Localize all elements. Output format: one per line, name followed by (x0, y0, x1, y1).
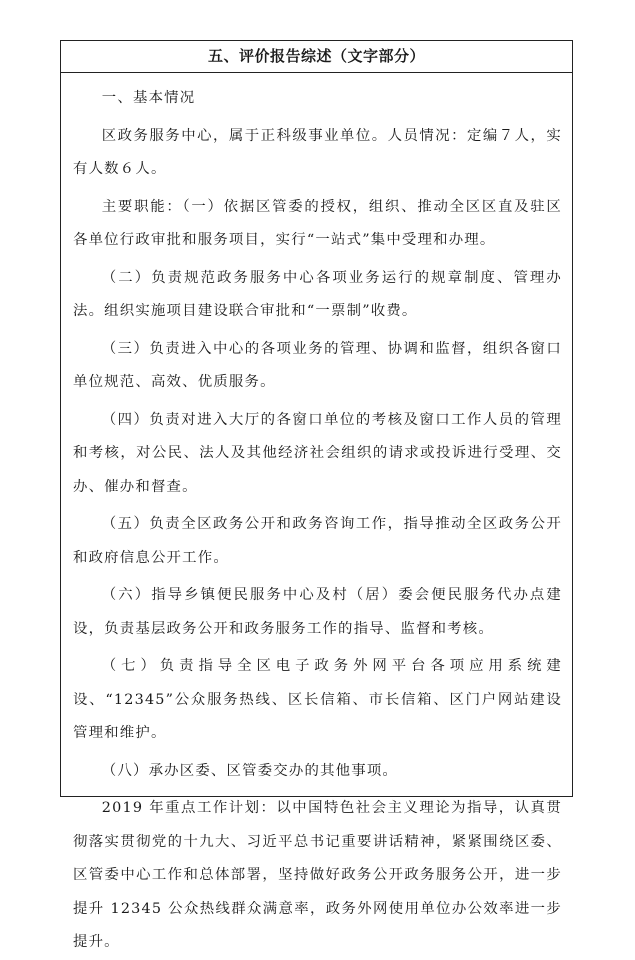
paragraph-duty-2: （二）负责规范政务服务中心各项业务运行的规章制度、管理办法。组织实施项目建设联合审批和“一票制”收费。 (73, 269, 562, 319)
paragraph-duty-1: 主要职能：（一）依据区管委的授权，组织、推动全区区直及驻区各单位行政审批和服务项目，实行“一站式”集中受理和办理。 (73, 198, 562, 248)
section-title: 五、评价报告综述（文字部分） (61, 41, 572, 73)
paragraph-duty-7: （七）负责指导全区电子政务外网平台各项应用系统建设、“12345”公众服务热线、区长信箱、市长信箱、区门户网站建设管理和维护。 (73, 658, 562, 741)
heading-basic-info: 一、基本情况 (101, 90, 196, 106)
paragraph-staffing: 区政务服务中心，属于正科级事业单位。人员情况：定编７人，实有人数６人。 (73, 127, 562, 177)
paragraph-duty-4: （四）负责对进入大厅的各窗口单位的考核及窗口工作人员的管理和考核，对公民、法人及其他经济社会组织的请求或投诉进行受理、交办、催办和督查。 (73, 411, 562, 495)
report-frame (60, 40, 573, 950)
paragraph-duty-8: （八）承办区委、区管委交办的其他事项。 (101, 762, 399, 779)
paragraph-duty-3: （三）负责进入中心的各项业务的管理、协调和监督，组织各窗口单位规范、高效、优质服务。 (73, 340, 562, 390)
paragraph-duty-5: （五）负责全区政务公开和政务咨询工作，指导推动全区政务公开和政府信息公开工作。 (73, 516, 562, 566)
report-body (61, 73, 572, 960)
paragraph-duty-6: （六）指导乡镇便民服务中心及村（居）委会便民服务代办点建设，负责基层政务公开和政务服务工作的指导、监督和考核。 (73, 587, 562, 637)
paragraph-work-plan: 2019 年重点工作计划：以中国特色社会主义理论为指导，认真贯彻落实贯彻党的十九大、习近平总书记重要讲话精神，紧紧围绕区委、区管委中心工作和总体部署，坚持做好政务公开政务服务公开，进一步提升 12345 公众热线群众满意率，政务外网使用单位办公效率进一步提升。 (73, 800, 562, 950)
